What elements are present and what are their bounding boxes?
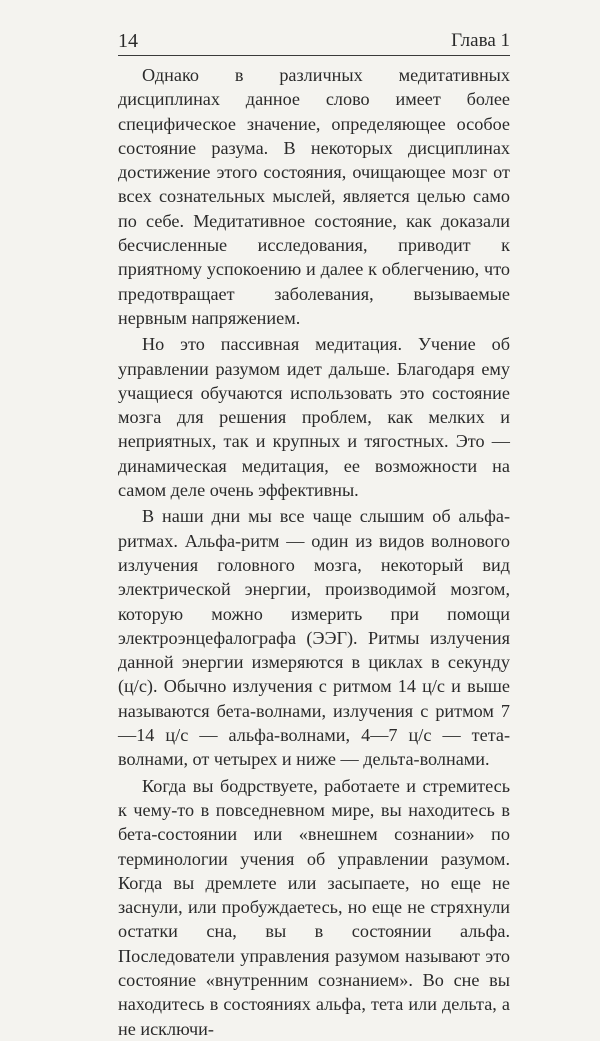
page-number: 14 [118,30,138,52]
paragraph-4: Когда вы бодрствуете, работаете и стремитесь к чему-то в повседневном мире, вы находитесь в бета-состоянии или «внешнем сознании» по терминологии учения об управлении разумом. Когда вы дремлете или засыпаете, но еще не заснули, или пробуждаетесь, но еще не стряхнули остатки сна, вы в состоянии альфа. Последователи управления разумом называют это состояние «внутренним сознанием». Во сне вы находитесь в состояниях альфа, тета или дельта, а не исключи- [118,775,510,1039]
main-text [118,63,510,1041]
paragraph-2: Но это пассивная медитация. Учение об управлении разумом идет дальше. Благодаря ему учащиеся обучаются использовать это состояние мозга для решения проблем, как мелких и неприятных, так и крупных и тягостных. Это — динамическая медитация, ее возможности на самом деле очень эффективны. [118,334,510,501]
header-divider [118,55,510,56]
paragraph-1: Однако в различных медитативных дисциплинах данное слово имеет более специфическое значение, определяющее особое состояние разума. В некоторых дисциплинах достижение этого состояния, очищающее мозг от всех сознательных мыслей, является целью само по себе. Медитативное состояние, как доказали бесчисленные исследования, приводит к приятному успокоению и далее к облегчению, что предотвращает заболевания, вызываемые нервным напряжением. [118,65,510,328]
running-header [118,30,510,52]
chapter-title: Глава 1 [451,30,510,51]
paragraph-3: В наши дни мы все чаще слышим об альфа-ритмах. Альфа-ритм — один из видов волнового излучения головного мозга, некоторый вид электрической энергии, производимой мозгом, которую можно измерить при помощи электроэнцефалографа (ЭЭГ). Ритмы излучения данной энергии измеряются в циклах в секунду (ц/с). Обычно излучения с ритмом 14 ц/с и выше называются бета-волнами, излучения с ритмом 7—14 ц/с — альфа-волнами, 4—7 ц/с — тета-волнами, от четырех и ниже — дельта-волнами. [118,506,510,770]
